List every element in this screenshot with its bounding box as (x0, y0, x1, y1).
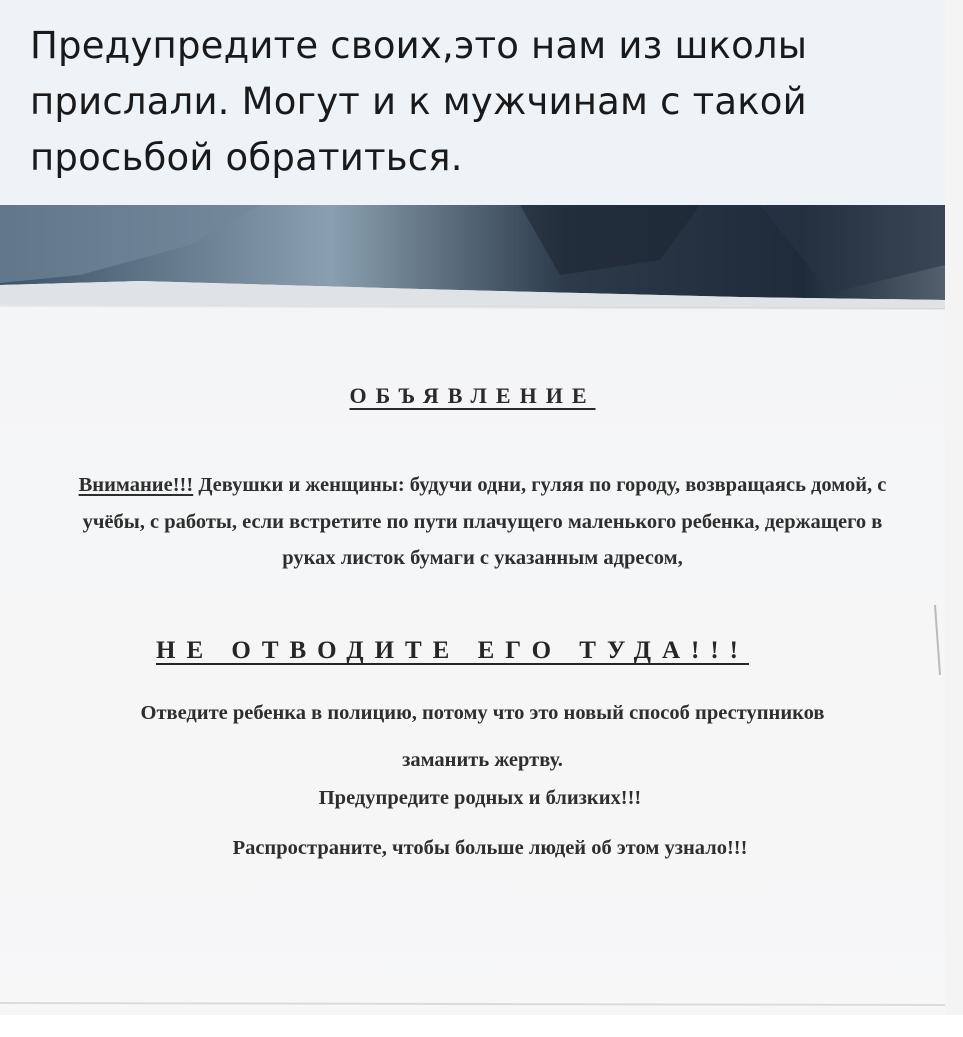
notice-body (60, 467, 905, 577)
notice-spread: Распространите, чтобы больше людей об этом узнало!!! (232, 837, 748, 859)
post-caption (0, 0, 945, 205)
notice-title: ОБЪЯВЛЕНИЕ (349, 383, 596, 408)
notice-instruction: Отведите ребенка в полицию, потому что это новый способ преступников заманить жертву. (140, 702, 825, 771)
notice-photo (0, 205, 945, 1015)
photo-background (0, 205, 945, 1015)
caption-text: Предупредите своих,это нам из школы прислали. Могут и к мужчинам с такой просьбой обратиться. (30, 24, 808, 179)
notice-warning: НЕ ОТВОДИТЕ ЕГО ТУДА!!! (156, 637, 749, 664)
notice-warn-family: Предупредите родных и близких!!! (318, 787, 642, 809)
image-border (945, 0, 963, 1037)
bottom-margin (0, 1015, 963, 1037)
notice-lead: Внимание!!! (78, 474, 194, 496)
notice-body-text: Девушки и женщины: будучи одни, гуляя по городу, возвращаясь домой, с учёбы, с работы, если встретите по пути плачущего маленького ребенка, держащего в руках листок бумаги с указанным адресом, (82, 474, 887, 569)
